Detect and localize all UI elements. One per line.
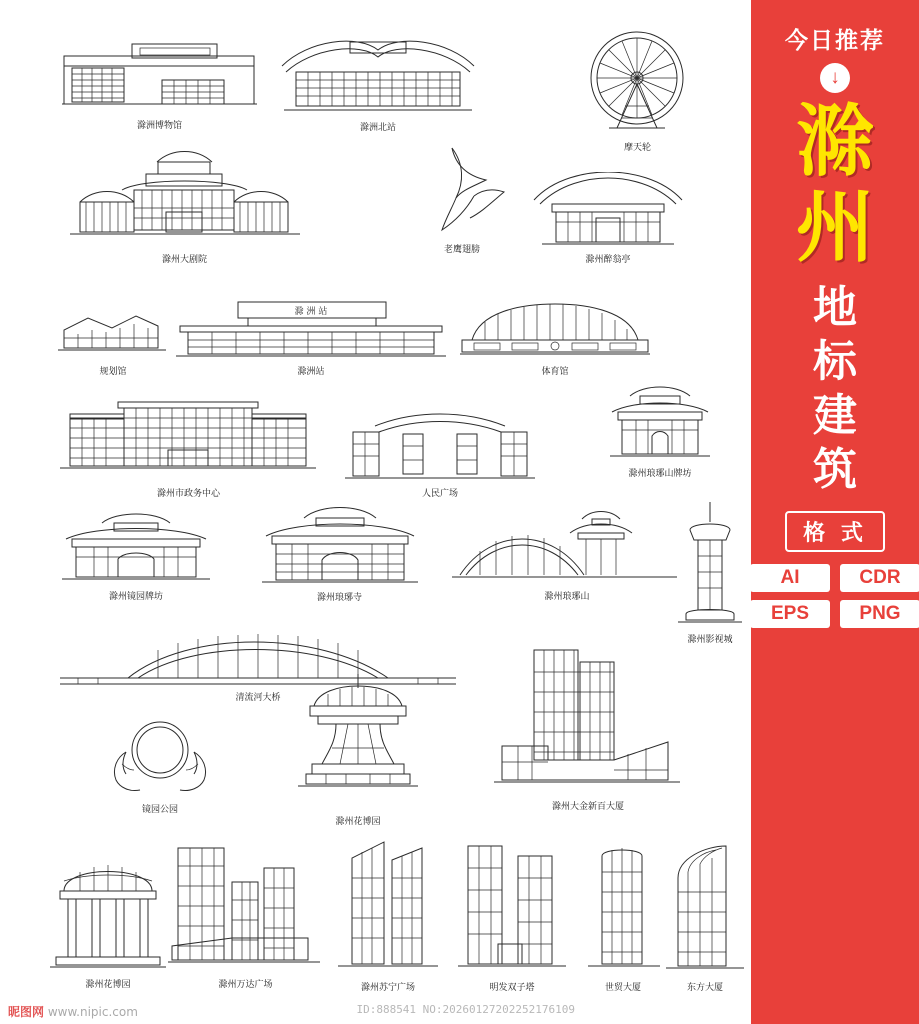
subtitle-char-4: 筑 bbox=[813, 444, 857, 495]
illustration-chuzhou-jingyuan-archway bbox=[56, 505, 216, 602]
caption: 滁洲北站 bbox=[359, 123, 396, 133]
caption: 老鹰翅膀 bbox=[443, 245, 480, 255]
illustration-chuzhou-grand-theatre bbox=[62, 140, 307, 265]
caption: 人民广场 bbox=[421, 489, 458, 499]
format-label: 格 式 bbox=[785, 511, 885, 552]
illustration-chuzhou-station bbox=[176, 300, 446, 377]
illustration-chuzhou-zuiweng-pavilion bbox=[528, 172, 688, 265]
format-chip-grid bbox=[750, 564, 919, 628]
caption: 明发双子塔 bbox=[489, 983, 535, 993]
caption: 滁州醉翁亭 bbox=[585, 255, 631, 265]
illustration-chuzhou-wanda-plaza bbox=[168, 840, 323, 990]
format-chip-ai[interactable]: AI bbox=[750, 564, 830, 592]
illustration-shimao-building bbox=[580, 838, 666, 993]
illustration-chuzhou-north-station bbox=[278, 32, 478, 133]
city-title bbox=[795, 96, 874, 273]
svg-text:滁 洲 站: 滁 洲 站 bbox=[294, 307, 328, 317]
illustration-chuzhou-langya-temple bbox=[252, 498, 427, 603]
today-recommend-label: 今日推荐 bbox=[785, 28, 885, 54]
caption: 滁州琅琊寺 bbox=[316, 593, 362, 603]
watermark-brand: 昵图网 bbox=[8, 1005, 45, 1019]
illustration-chuzhou-flower-expo-park bbox=[48, 845, 168, 990]
caption: 滁州花博园 bbox=[85, 980, 131, 990]
caption: 滁州琅琊山牌坊 bbox=[628, 469, 692, 479]
caption: 滁州万达广场 bbox=[218, 980, 273, 990]
subtitle-char-1: 地 bbox=[813, 282, 857, 333]
illustration-chuzhou-langya-mountain bbox=[452, 505, 682, 602]
caption: 滁州影视城 bbox=[687, 635, 733, 645]
illustration-mingfa-twin-towers bbox=[452, 838, 572, 993]
illustration-planning-hall bbox=[58, 308, 168, 377]
caption: 东方大厦 bbox=[686, 983, 723, 993]
caption: 摩天轮 bbox=[623, 143, 651, 153]
illustration-chuzhou-flower-expo-garden bbox=[288, 672, 428, 827]
illustration-peoples-square bbox=[345, 404, 535, 499]
format-chip-cdr[interactable]: CDR bbox=[840, 564, 919, 592]
caption: 滁州苏宁广场 bbox=[360, 983, 415, 993]
caption: 滁州大金新百大厦 bbox=[551, 802, 624, 812]
caption: 滁州花博园 bbox=[335, 817, 381, 827]
caption: 滁州大剧院 bbox=[161, 255, 207, 265]
banner-subtitle bbox=[813, 281, 857, 497]
illustration-chuzhou-museum bbox=[62, 36, 257, 131]
caption: 清流河大桥 bbox=[235, 693, 281, 703]
watermark-url: www.nipic.com bbox=[44, 1005, 138, 1019]
format-chip-png[interactable]: PNG bbox=[840, 600, 919, 628]
subtitle-char-3: 建 bbox=[813, 390, 857, 441]
caption: 滁洲站 bbox=[297, 367, 325, 377]
illustration-chuzhou-dajin-xinbai-building bbox=[488, 642, 688, 812]
caption: 规划馆 bbox=[99, 367, 127, 377]
illustration-jingyuan-park bbox=[100, 710, 220, 815]
illustration-chuzhou-government-center bbox=[56, 392, 321, 499]
illustration-chuzhou-langyashan-archway bbox=[600, 378, 720, 479]
city-title-line2: 州 bbox=[795, 182, 874, 273]
illustration-dongfang-building bbox=[660, 842, 750, 993]
caption: 世贸大厦 bbox=[604, 983, 641, 993]
illustration-chuzhou-suning-plaza bbox=[332, 838, 444, 993]
city-title-line1: 滁 bbox=[795, 96, 874, 187]
illustration-chuzhou-film-city bbox=[672, 500, 748, 645]
caption: 滁州琅琊山 bbox=[544, 592, 590, 602]
caption: 镜园公园 bbox=[141, 805, 178, 815]
caption: 体育馆 bbox=[541, 367, 569, 377]
illustration-eagle-wings-sculpture bbox=[412, 140, 512, 255]
promo-banner bbox=[751, 0, 919, 1024]
caption: 滁州市政务中心 bbox=[156, 489, 220, 499]
illustration-gymnasium bbox=[460, 300, 650, 377]
caption: 滁洲博物馆 bbox=[136, 121, 182, 131]
watermark bbox=[8, 1003, 138, 1020]
download-arrow-icon[interactable]: ↓ bbox=[820, 63, 850, 93]
illustration-ferris-wheel bbox=[565, 28, 710, 153]
meta-id-line: ID:888541 NO:20260127202252176109 bbox=[356, 1003, 575, 1016]
caption: 滁州镜园牌坊 bbox=[108, 592, 163, 602]
format-chip-eps[interactable]: EPS bbox=[750, 600, 830, 628]
subtitle-char-2: 标 bbox=[813, 336, 857, 387]
